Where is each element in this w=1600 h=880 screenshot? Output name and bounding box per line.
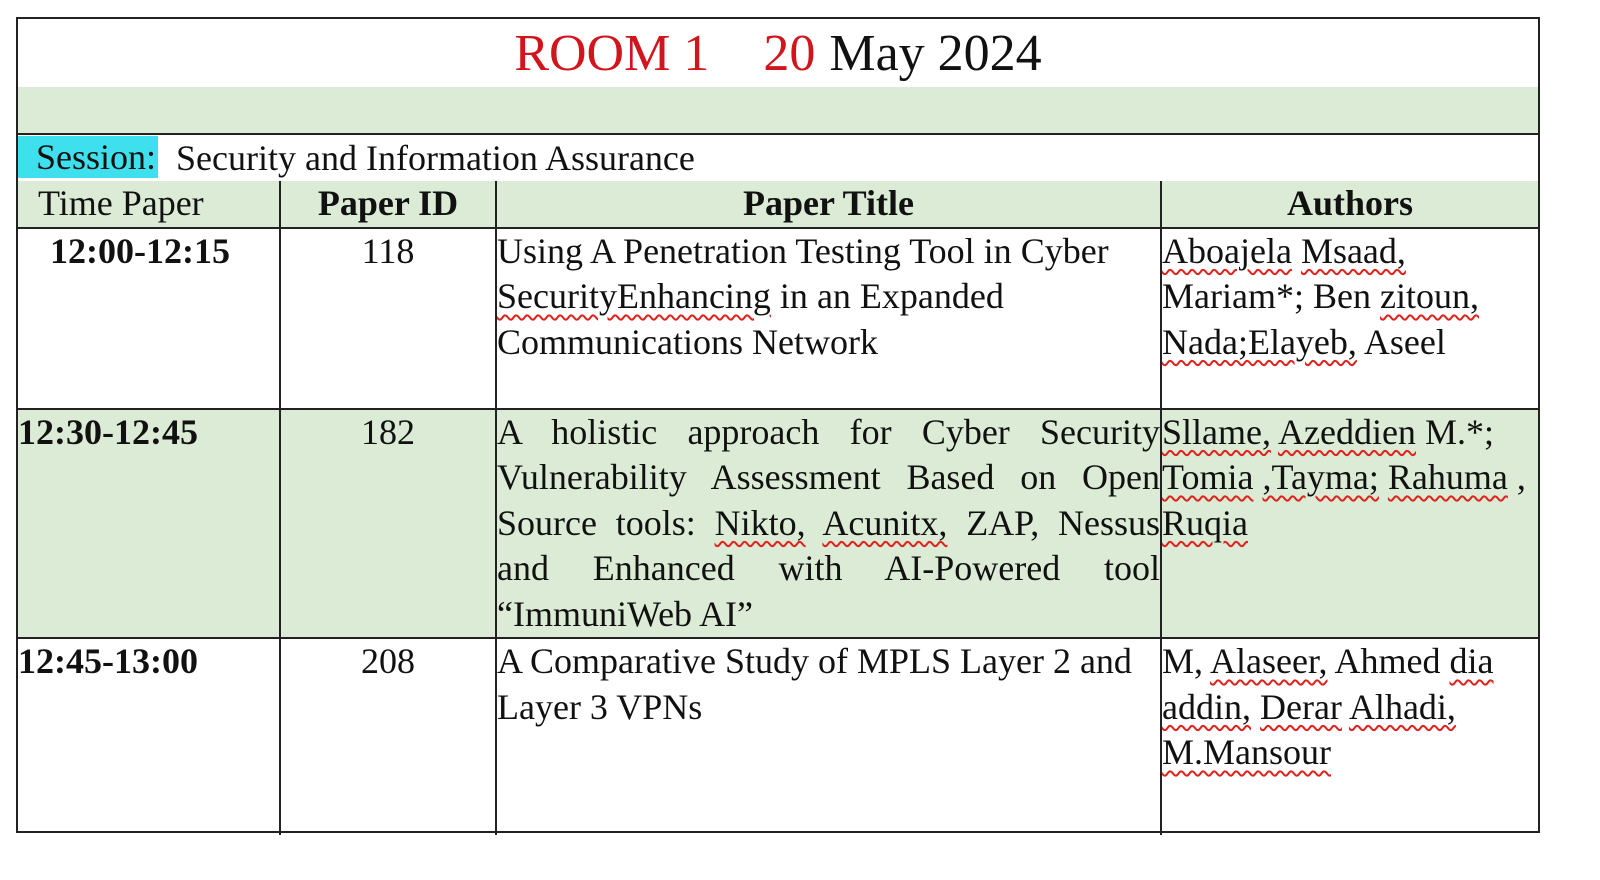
spellcheck-flagged-word: SecurityEnhancing — [497, 276, 771, 316]
col-header-paper-title: Paper Title — [496, 181, 1161, 228]
spellcheck-flagged-word: dia — [1449, 641, 1494, 681]
spellcheck-flagged-word: Msaad, — [1300, 230, 1406, 271]
room-date-title — [18, 19, 1538, 89]
spellcheck-flagged-word: Ruqia — [1162, 502, 1248, 543]
spellcheck-flagged-word: Azeddien — [1278, 411, 1416, 452]
time-cell: 12:30-12:45 — [18, 409, 280, 639]
col-header-time: Time Paper — [18, 181, 280, 228]
spellcheck-flagged-word: Alaseer, — [1210, 641, 1328, 681]
session-label: Session: — [18, 136, 158, 178]
paper-id-cell: 118 — [280, 228, 496, 409]
table-row — [18, 409, 1538, 639]
paper-id-cell: 208 — [280, 638, 496, 835]
session-row — [18, 135, 1538, 181]
paper-id-cell: 182 — [280, 409, 496, 639]
date-month-year: May 2024 — [829, 25, 1042, 82]
spellcheck-flagged-word: zitoun, — [1379, 276, 1479, 316]
col-header-authors: Authors — [1161, 181, 1538, 228]
room-label: ROOM 1 — [514, 25, 710, 82]
spellcheck-flagged-word: ,Tayma; — [1262, 457, 1379, 497]
table-header-row — [18, 181, 1538, 228]
spellcheck-flagged-word: M.Mansour — [1162, 732, 1331, 772]
authors-cell: M, Alaseer, Ahmed dia addin, Derar Alhadi, M.Mansour — [1161, 638, 1538, 835]
session-name: Security and Information Assurance — [176, 138, 695, 178]
spellcheck-flagged-word: Nada;Elayeb, — [1162, 321, 1357, 362]
spellcheck-flagged-word: addin, — [1162, 686, 1251, 727]
spellcheck-flagged-word: Tomia — [1162, 457, 1254, 497]
time-cell: 12:45-13:00 — [18, 638, 280, 835]
spellcheck-flagged-word: Sllame, — [1162, 411, 1271, 452]
spellcheck-flagged-word: Aboajela — [1162, 230, 1292, 271]
spellcheck-flagged-word: Acunitx, — [822, 502, 948, 543]
col-header-paper-id: Paper ID — [280, 181, 496, 228]
spacer-band — [18, 87, 1538, 135]
spellcheck-flagged-word: Nikto, — [714, 502, 806, 543]
schedule-sheet — [16, 17, 1540, 833]
time-cell: 12:00-12:15 — [18, 228, 280, 409]
table-row — [18, 638, 1538, 835]
paper-title-cell: A holistic approach for Cyber Security Vulnerability Assessment Based on Open Source tools: Nikto, Acunitx, ZAP, Nessus and Enhanced with AI-Powered tool “ImmuniWeb AI” — [496, 409, 1161, 639]
spellcheck-flagged-word: Rahuma — [1387, 457, 1508, 497]
authors-cell: Aboajela Msaad, Mariam*; Ben zitoun, Nada;Elayeb, Aseel — [1161, 228, 1538, 409]
table-row — [18, 228, 1538, 409]
date-day: 20 — [763, 25, 816, 82]
spellcheck-flagged-word: Alhadi, — [1348, 686, 1456, 727]
schedule-table — [18, 181, 1538, 835]
spellcheck-flagged-word: Derar — [1259, 686, 1342, 727]
paper-title-cell: Using A Penetration Testing Tool in Cyber SecurityEnhancing in an Expanded Communications Network — [496, 228, 1161, 409]
authors-cell: Sllame, Azeddien M.*; Tomia ,Tayma; Rahuma , Ruqia — [1161, 409, 1538, 639]
paper-title-cell: A Comparative Study of MPLS Layer 2 and Layer 3 VPNs — [496, 638, 1161, 835]
